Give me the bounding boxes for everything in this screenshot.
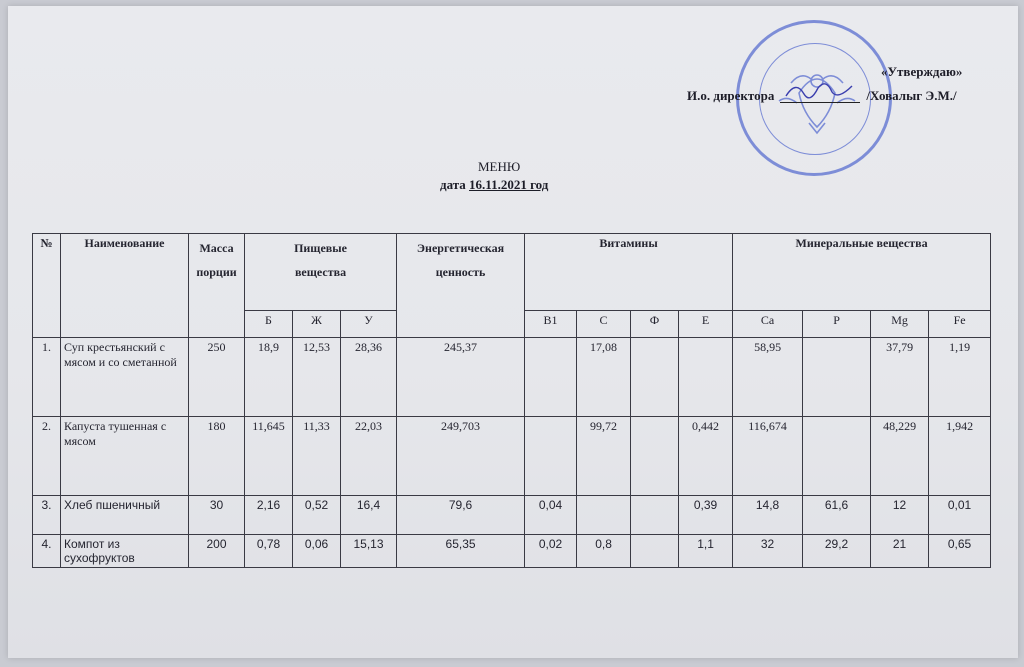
approval-label: «Утверждаю» <box>881 64 963 79</box>
subcol-ca: Ca <box>733 311 803 338</box>
dish-name: Компот из сухофруктов <box>61 535 189 568</box>
dish-name: Хлеб пшеничный <box>61 496 189 535</box>
subcol-c: С <box>577 311 631 338</box>
col-minerals: Минеральные вещества <box>733 234 991 311</box>
col-name: Наименование <box>61 234 189 338</box>
col-mass: Масса порции <box>189 234 245 338</box>
subcol-b: Б <box>245 311 293 338</box>
subcol-zh: Ж <box>293 311 341 338</box>
menu-table <box>32 233 991 568</box>
subcol-p: P <box>803 311 871 338</box>
subcol-b1: В1 <box>525 311 577 338</box>
col-num: № <box>33 234 61 338</box>
document-date: дата 16.11.2021 год <box>440 177 549 192</box>
director-name: /Ховалыг Э.М./ <box>866 88 957 103</box>
subcol-fe: Fe <box>929 311 991 338</box>
subcol-mg: Mg <box>871 311 929 338</box>
director-line <box>687 88 957 104</box>
subcol-u: У <box>341 311 397 338</box>
dish-name: Капуста тушенная с мясом <box>61 417 189 496</box>
director-label: И.о. директора <box>687 88 775 103</box>
table-row: 2. Капуста тушенная с мясом 180 11,645 11,33 22,03 249,703 99,72 0,442 116,674 48,229 1,942 <box>33 417 991 496</box>
table-row: 3. Хлеб пшеничный 30 2,16 0,52 16,4 79,6 0,04 0,39 14,8 61,6 12 0,01 <box>33 496 991 535</box>
subcol-f: Ф <box>631 311 679 338</box>
signature <box>780 88 860 103</box>
col-vitamins: Витамины <box>525 234 733 311</box>
table-row: 1. Суп крестьянский с мясом и со сметанной 250 18,9 12,53 28,36 245,37 17,08 58,95 37,79 1,19 <box>33 338 991 417</box>
document-title: МЕНЮ <box>478 159 521 174</box>
dish-name: Суп крестьянский с мясом и со сметанной <box>61 338 189 417</box>
col-nutrients: Пищевые вещества <box>245 234 397 311</box>
date-value: 16.11.2021 год <box>469 177 549 192</box>
subcol-e: Е <box>679 311 733 338</box>
col-energy: Энергетическая ценность <box>397 234 525 338</box>
table-row: 4. Компот из сухофруктов 200 0,78 0,06 15,13 65,35 0,02 0,8 1,1 32 29,2 21 0,65 <box>33 535 991 568</box>
